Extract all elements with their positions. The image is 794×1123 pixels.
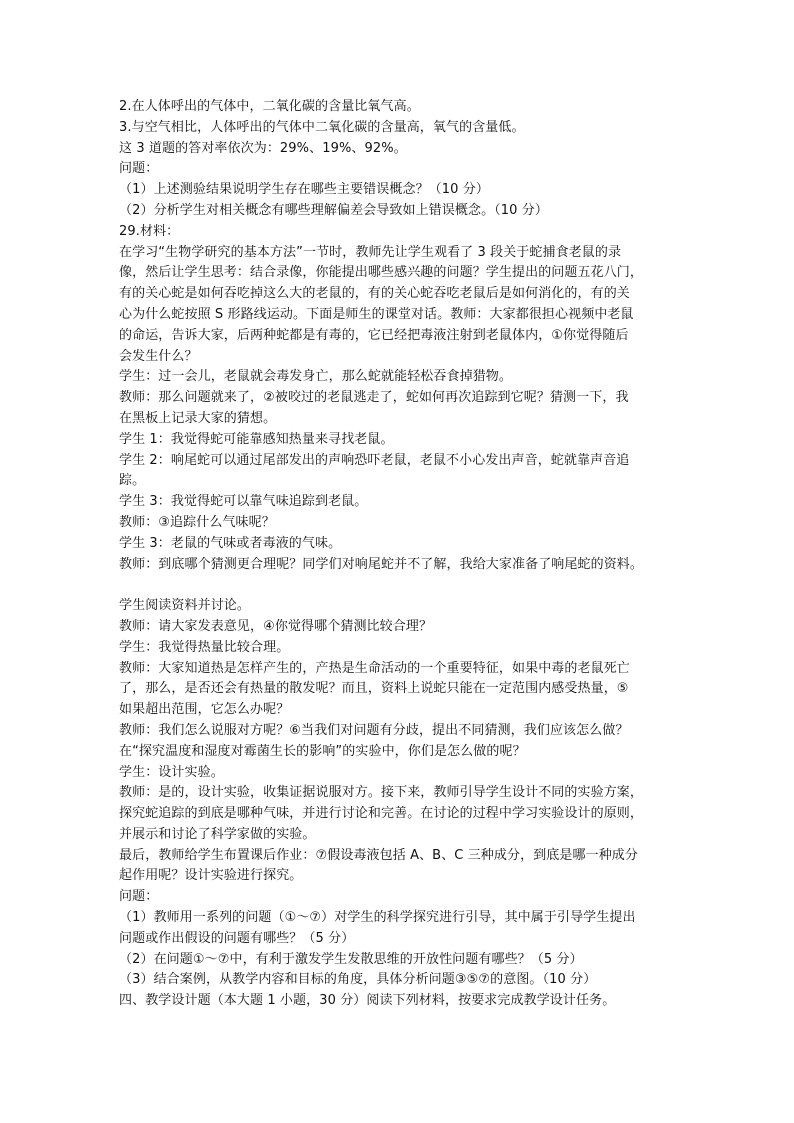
text-line: 在“探究温度和湿度对霉菌生长的影响”的实验中，你们是怎么做的呢？ bbox=[119, 743, 526, 759]
text-line: 并展示和讨论了科学家做的实验。 bbox=[119, 826, 316, 842]
text-line: 学生 3：我觉得蛇可以靠气味追踪到老鼠。 bbox=[119, 494, 368, 510]
text-line: 在黑板上记录大家的猜想。 bbox=[119, 410, 277, 426]
text-line: 教师：我们怎么说服对方呢？⑥当我们对问题有分歧，提出不同猜测，我们应该怎么做？ bbox=[119, 722, 629, 738]
text-line: 这 3 道题的答对率依次为：29%、19%、92%。 bbox=[119, 140, 407, 156]
text-line: 学生：设计实验。 bbox=[119, 764, 224, 780]
text-line: 探究蛇追踪的到底是哪种气味，并进行讨论和完善。在讨论的过程中学习实验设计的原则， bbox=[119, 806, 644, 822]
text-line: （1）教师用一系列的问题（①～⑦）对学生的科学探究进行引导，其中属于引导学生提出 bbox=[119, 910, 636, 926]
text-line: 学生：我觉得热量比较合理。 bbox=[119, 639, 290, 655]
text-line: 教师：请大家发表意见，④你觉得哪个猜测比较合理？ bbox=[119, 618, 433, 634]
text-line: 教师：那么问题就来了，②被咬过的老鼠逃走了，蛇如何再次追踪到它呢？猜测一下，我 bbox=[119, 390, 629, 406]
text-line: 问题： bbox=[119, 889, 159, 905]
text-line: 像，然后让学生思考：结合录像，你能提出哪些感兴趣的问题？学生提出的问题五花八门， bbox=[119, 265, 644, 281]
text-line: （1）上述测验结果说明学生存在哪些主要错误概念？（10 分） bbox=[119, 182, 489, 198]
question-heading: 29.材料： bbox=[119, 223, 180, 239]
text-line: （2）在问题①～⑦中，有利于激发学生发散思维的开放性问题有哪些？（5 分） bbox=[119, 951, 583, 967]
text-line: 教师：③追踪什么气味呢？ bbox=[119, 514, 275, 530]
text-line: （2）分析学生对相关概念有哪些理解偏差会导致如上错误概念。（10 分） bbox=[119, 202, 548, 218]
text-line: 有的关心蛇是如何吞吃掉这么大的老鼠的，有的关心蛇吞吃老鼠后是如何消化的，有的关 bbox=[119, 286, 630, 302]
text-line: 起作用呢？设计实验进行探究。 bbox=[119, 868, 303, 884]
text-line: 了，那么，是否还会有热量的散发呢？而且，资料上说蛇只能在一定范围内感受热量，⑤ bbox=[119, 681, 629, 697]
text-line: 学生阅读资料并讨论。 bbox=[119, 598, 251, 614]
text-line: 学生：过一会儿，老鼠就会毒发身亡，那么蛇就能轻松吞食掉猎物。 bbox=[119, 369, 513, 385]
text-line: 心为什么蛇按照 S 形路线运动。下面是师生的课堂对话。教师：大家都很担心视频中老鼠 bbox=[119, 306, 634, 322]
text-line: 学生 3：老鼠的气味或者毒液的气味。 bbox=[119, 535, 342, 551]
text-line: 学生 1：我觉得蛇可能靠感知热量来寻找老鼠。 bbox=[119, 431, 394, 447]
text-line: 教师：到底哪个猜测更合理呢？同学们对响尾蛇并不了解，我给大家准备了响尾蛇的资料。 bbox=[119, 556, 644, 572]
text-line: 问题： bbox=[119, 161, 159, 177]
text-line: 学生 2：响尾蛇可以通过尾部发出的声响恐吓老鼠，老鼠不小心发出声音，蛇就靠声音追 bbox=[119, 452, 630, 468]
section-heading: 四、教学设计题（本大题 1 小题，30 分）阅读下列材料，按要求完成教学设计任务。 bbox=[119, 993, 616, 1009]
text-line: 最后，教师给学生布置课后作业：⑦假设毒液包括 A、B、C 三种成分，到底是哪一种成分 bbox=[119, 847, 639, 863]
text-line: 如果超出范围，它怎么办呢？ bbox=[119, 702, 290, 718]
text-line: 教师：大家知道热是怎样产生的，产热是生命活动的一个重要特征，如果中毒的老鼠死亡 bbox=[119, 660, 630, 676]
text-line: 教师：是的，设计实验，收集证据说服对方。接下来，教师引导学生设计不同的实验方案， bbox=[119, 785, 644, 801]
document-page bbox=[119, 97, 679, 1012]
text-line: 踪。 bbox=[119, 473, 146, 489]
blank-line bbox=[119, 575, 679, 596]
text-line: 会发生什么？ bbox=[119, 348, 198, 364]
text-line: 的命运，告诉大家，后两种蛇都是有毒的，它已经把毒液注射到老鼠体内，①你觉得随后 bbox=[119, 327, 629, 343]
text-line: 3.与空气相比，人体呼出的气体中二氧化碳的含量高，氧气的含量低。 bbox=[119, 119, 525, 135]
text-line: 2.在人体呼出的气体中，二氧化碳的含量比氧气高。 bbox=[119, 99, 420, 114]
text-line: （3）结合案例，从教学内容和目标的角度，具体分析问题③⑤⑦的意图。（10 分） bbox=[119, 972, 597, 988]
text-line: 在学习“生物学研究的基本方法”一节时，教师先让学生观看了 3 段关于蛇捕食老鼠的录 bbox=[119, 244, 622, 260]
text-line: 问题或作出假设的问题有哪些？（5 分） bbox=[119, 930, 355, 946]
